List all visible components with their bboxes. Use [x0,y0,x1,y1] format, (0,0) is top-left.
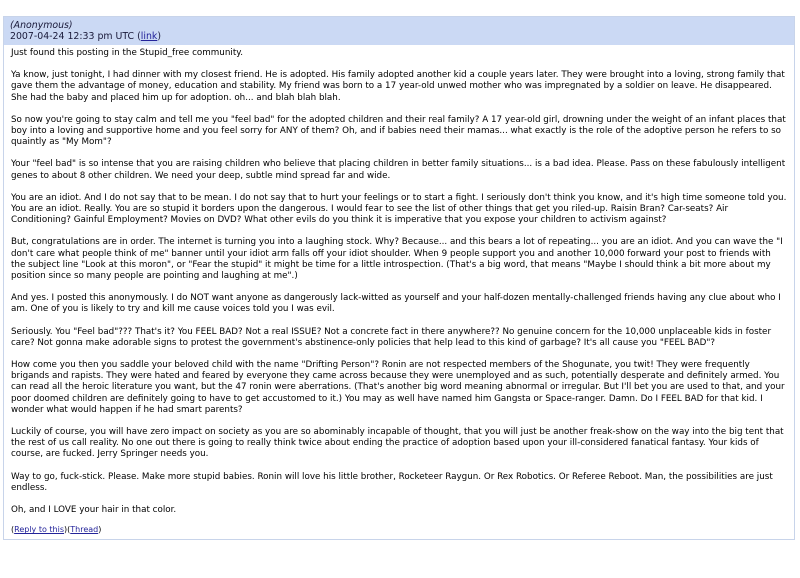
comment-paragraph: How come you then you saddle your beloved child with the name "Drifting Person"? Ronin are not respected members of the Shogunate, you twit! They were frequently brigands and rapists. They were hated and feared by everyone they came across because they were unemployed and as such, potentially desperate and definitely armed. You can read all the heroic literature you want, but the 47 ronin were aberrations. (That's another big word meaning abnormal or irregular. But I'll bet you are used to that, and your poor doomed children are definitely going to have to get accustomed to it.) You may as well have named him Gangsta or Space-ranger. Damn. Do I FEEL BAD for that kid. I wonder what would happen if he had smart parents? [11,360,785,415]
comment-paragraph: Oh, and I LOVE your hair in that color. [11,505,177,516]
comment-paragraph: But, congratulations are in order. The internet is turning you into a laughing stock. Why? Because... and this bears a lot of repeating... you are an idiot. And you can wave the "I don't care what people think of me" banner until your idiot arm falls off your idiot shoulder. When 9 people support you and another 10,000 forward your post to friends with the subject line "Look at this moron", or "Fear the stupid" it might be time for a little introspection. (That's a big word, that means "Maybe I should think a bit more about my position since so many people are pointing and laughing at me".) [11,237,783,282]
comment-author: (Anonymous) [10,20,73,31]
thread-link[interactable]: Thread [70,525,99,535]
comment-paragraph: Ya know, just tonight, I had dinner with my closest friend. He is adopted. His family adopted another kid a couple years later. They were brought into a loving, strong family that gave them the advantage of money, education and stability. My friend was born to a 17 year-old unwed mother who was impregnated by a soldier on leave. He disappeared. She had the baby and placed him up for adoption. oh... and blah blah blah. [11,70,785,103]
comment-timestamp: 2007-04-24 12:33 pm UTC [10,31,135,42]
comment-paragraph: You are an idiot. And I do not say that to be mean. I do not say that to hurt your feelings or to start a fight. I seriously don't think you know, and it's high time someone told you. You are an idiot. Really. You are so stupid it borders upon the dangerous. I would fear to see the list of other things that get you riled-up. Raisin Bran? Car-seats? Air Conditioning? Gainful Employment? Movies on DVD? What other evils do you think it is imperative that you expose your children to activism against? [11,192,787,226]
comment-meta: 2007-04-24 12:33 pm UTC (link) [10,31,162,42]
comment-paragraph: And yes. I posted this anonymously. I do NOT want anyone as dangerously lack-witted as yourself and your half-dozen mentally-challenged friends having any clue about who I am. One of you is likely to try and kill me cause voices told you I was evil. [11,293,781,315]
comment-paragraph: Just found this posting in the Stupid_free community. [11,48,243,58]
comment-paragraph: Your "feel bad" is so intense that you are raising children who believe that placing children in better family situations... is a bad idea. Please. Pass on these fabulously intelligent genes to about 8 other children. We need your deep, subtle mind spread far and wide. [11,159,786,181]
comment-paragraph: So now you're going to stay calm and tell me you "feel bad" for the adopted children and their real family? A 17 year-old girl, drowning under the weight of an infant places that boy into a loving and supportive home and you feel sorry for ANY of them? Oh, and if babies need their mamas... what exactly is the role of the adoptive person he refers to so quaintly as "My Mom"? [11,114,786,148]
comment-actions: (Reply to this)(Thread) [11,525,102,535]
comment-paragraph: Way to go, fuck-stick. Please. Make more stupid babies. Ronin will love his little brother, Rocketeer Raygun. Or Rex Robotics. Or Referee Reboot. Man, the possibilities are just endless. [11,471,773,493]
reply-link[interactable]: Reply to this [14,525,64,535]
comment-body [4,45,794,539]
comment-paragraph: Seriously. You "Feel bad"??? That's it? You FEEL BAD? Not a real ISSUE? Not a concrete fact in there anywhere?? No genuine concern for the 10,000 unplaceable kids in foster care? Not gonna make adorable signs to protest the government's abstinence-only policies that help lead to this kind of garbage? It's all cause you "FEEL BAD"? [11,326,772,348]
comment-header [4,17,794,45]
comment [3,16,795,540]
comment-paragraph: Luckily of course, you will have zero impact on society as you are so abominably incapable of thought, that you will just be another freak-show on the way into the big tent that the rest of us call reality. No one out there is going to really think twice about ending the practice of adoption based upon your ill-considered fanatical fantasy. Your kids of course, are fucked. Jerry Springer needs you. [11,427,784,460]
permalink-link[interactable]: link [140,31,158,42]
